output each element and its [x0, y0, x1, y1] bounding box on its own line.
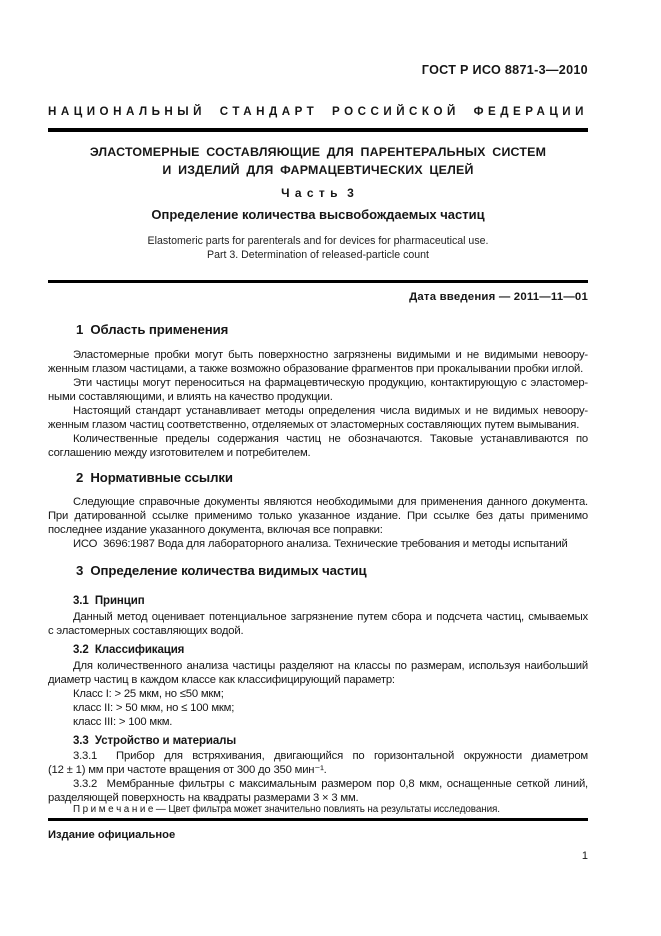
text-line: класс II: > 50 мкм, но ≤ 100 мкм; [73, 702, 235, 714]
text-line: Настоящий стандарт устанавливает методы определения числа видимых и не видимых невоору- [73, 405, 588, 417]
subsection-heading-classification: 3.2 Классификация [73, 644, 185, 656]
classification-paragraphs [48, 659, 588, 729]
text-line: (12 ± 1) мм при частоте вращения от 300 до 350 мин⁻¹. [48, 764, 327, 776]
text-line: Эти частицы могут переноситься на фармацевтическую продукцию, контактирующую с эластомер- [73, 377, 588, 389]
principle-paragraphs [48, 610, 588, 638]
doc-number: ГОСТ Р ИСО 8871-3—2010 [421, 63, 588, 77]
banner-word: СТАНДАРТ [219, 105, 319, 118]
page-content [48, 0, 588, 936]
english-title-line: Part 3. Determination of released-particle count [207, 249, 429, 261]
banner-word: ФЕДЕРАЦИИ [473, 105, 588, 118]
section-heading-normative-references: 2 Нормативные ссылки [76, 470, 233, 485]
section-heading-scope: 1 Область применения [76, 322, 229, 337]
text-line: разделяющей поверхность на квадраты размерами 3 × 3 мм. [48, 792, 359, 804]
standard-title [48, 143, 588, 179]
text-line: Количественные пределы содержания частиц не обозначаются. Таковые устанавливаются по [73, 433, 588, 445]
text-line: Класс I: > 25 мкм, но ≤50 мкм; [73, 688, 224, 700]
english-title-line: Elastomeric parts for parenterals and for devices for pharmaceutical use. [147, 235, 489, 247]
standard-subtitle: Определение количества высвобождаемых частиц [151, 207, 485, 222]
text-line: последнее издание указанного документа, включая все поправки: [48, 524, 383, 536]
standard-title-line: ЭЛАСТОМЕРНЫЕ СОСТАВЛЯЮЩИЕ ДЛЯ ПАРЕНТЕРАЛЬНЫХ СИСТЕМ [89, 145, 547, 159]
banner-word: НАЦИОНАЛЬНЫЙ [48, 105, 206, 118]
text-line: Для количественного анализа частицы разделяют на классы по размерам, используя наибольший [73, 660, 588, 672]
text-line: ными составляющими, и влиять на качество продукции. [48, 391, 333, 403]
subsection-heading-principle: 3.1 Принцип [73, 595, 145, 607]
section-heading-visible-particles: 3 Определение количества видимых частиц [76, 563, 367, 578]
footer-rule [48, 818, 588, 821]
text-line: класс III: > 100 мкм. [73, 716, 173, 728]
english-title [48, 234, 588, 262]
filter-color-note: П р и м е ч а н и е — Цвет фильтра может значительно повлиять на результаты исследования. [73, 804, 500, 815]
text-line: Эластомерные пробки могут быть поверхностно загрязнены видимыми и не видимыми невоору- [73, 349, 588, 361]
text-line: женным глазом частиц соответственно, отделяемых от эластомерных составляющих путем вымывания. [48, 419, 580, 431]
text-line: Следующие справочные документы являются необходимыми для применения данного документа. [73, 496, 588, 508]
intro-rule [48, 280, 588, 283]
apparatus-paragraph-331 [48, 749, 588, 777]
text-line: Данный метод оценивает потенциальное загрязнение путем сбора и подсчета частиц, смываемых [73, 611, 588, 623]
text-line: с эластомерных составляющих водой. [48, 625, 244, 637]
header-rule [48, 128, 588, 132]
text-line: женным глазом частицами, а также возможно образование фрагментов при прокалывании пробки иглой. [48, 363, 584, 375]
page-number: 1 [581, 850, 588, 862]
apparatus-paragraph-332 [48, 777, 588, 805]
text-line: 3.3.1 Прибор для встряхивания, двигающийся по горизонтальной окружности диаметром [73, 750, 588, 762]
scope-paragraphs [48, 348, 588, 460]
text-line: 3.3.2 Мембранные фильтры с максимальным размером пор 0,8 мкм, оснащенные сеткой линий, [73, 778, 588, 790]
part-label: Ч а с т ь 3 [281, 186, 355, 200]
text-line: При датированной ссылке применимо только указанное издание. При ссылке без даты применимо [48, 510, 588, 522]
text-line: соглашению между изготовителем и потребителем. [48, 447, 311, 459]
official-edition-label: Издание официальное [48, 829, 176, 841]
banner-word: РОССИЙСКОЙ [332, 105, 460, 118]
subsection-heading-apparatus: 3.3 Устройство и материалы [73, 735, 237, 747]
national-standard-banner [48, 105, 588, 118]
text-line: диаметр частиц в каждом классе как классифицирующий параметр: [48, 674, 395, 686]
text-line: ИСО 3696:1987 Вода для лабораторного анализа. Технические требования и методы испытаний [73, 538, 568, 550]
standard-title-line: И ИЗДЕЛИЙ ДЛЯ ФАРМАЦЕВТИЧЕСКИХ ЦЕЛЕЙ [162, 163, 474, 177]
normative-paragraphs [48, 495, 588, 551]
effective-date: Дата введения — 2011—11—01 [409, 291, 588, 303]
